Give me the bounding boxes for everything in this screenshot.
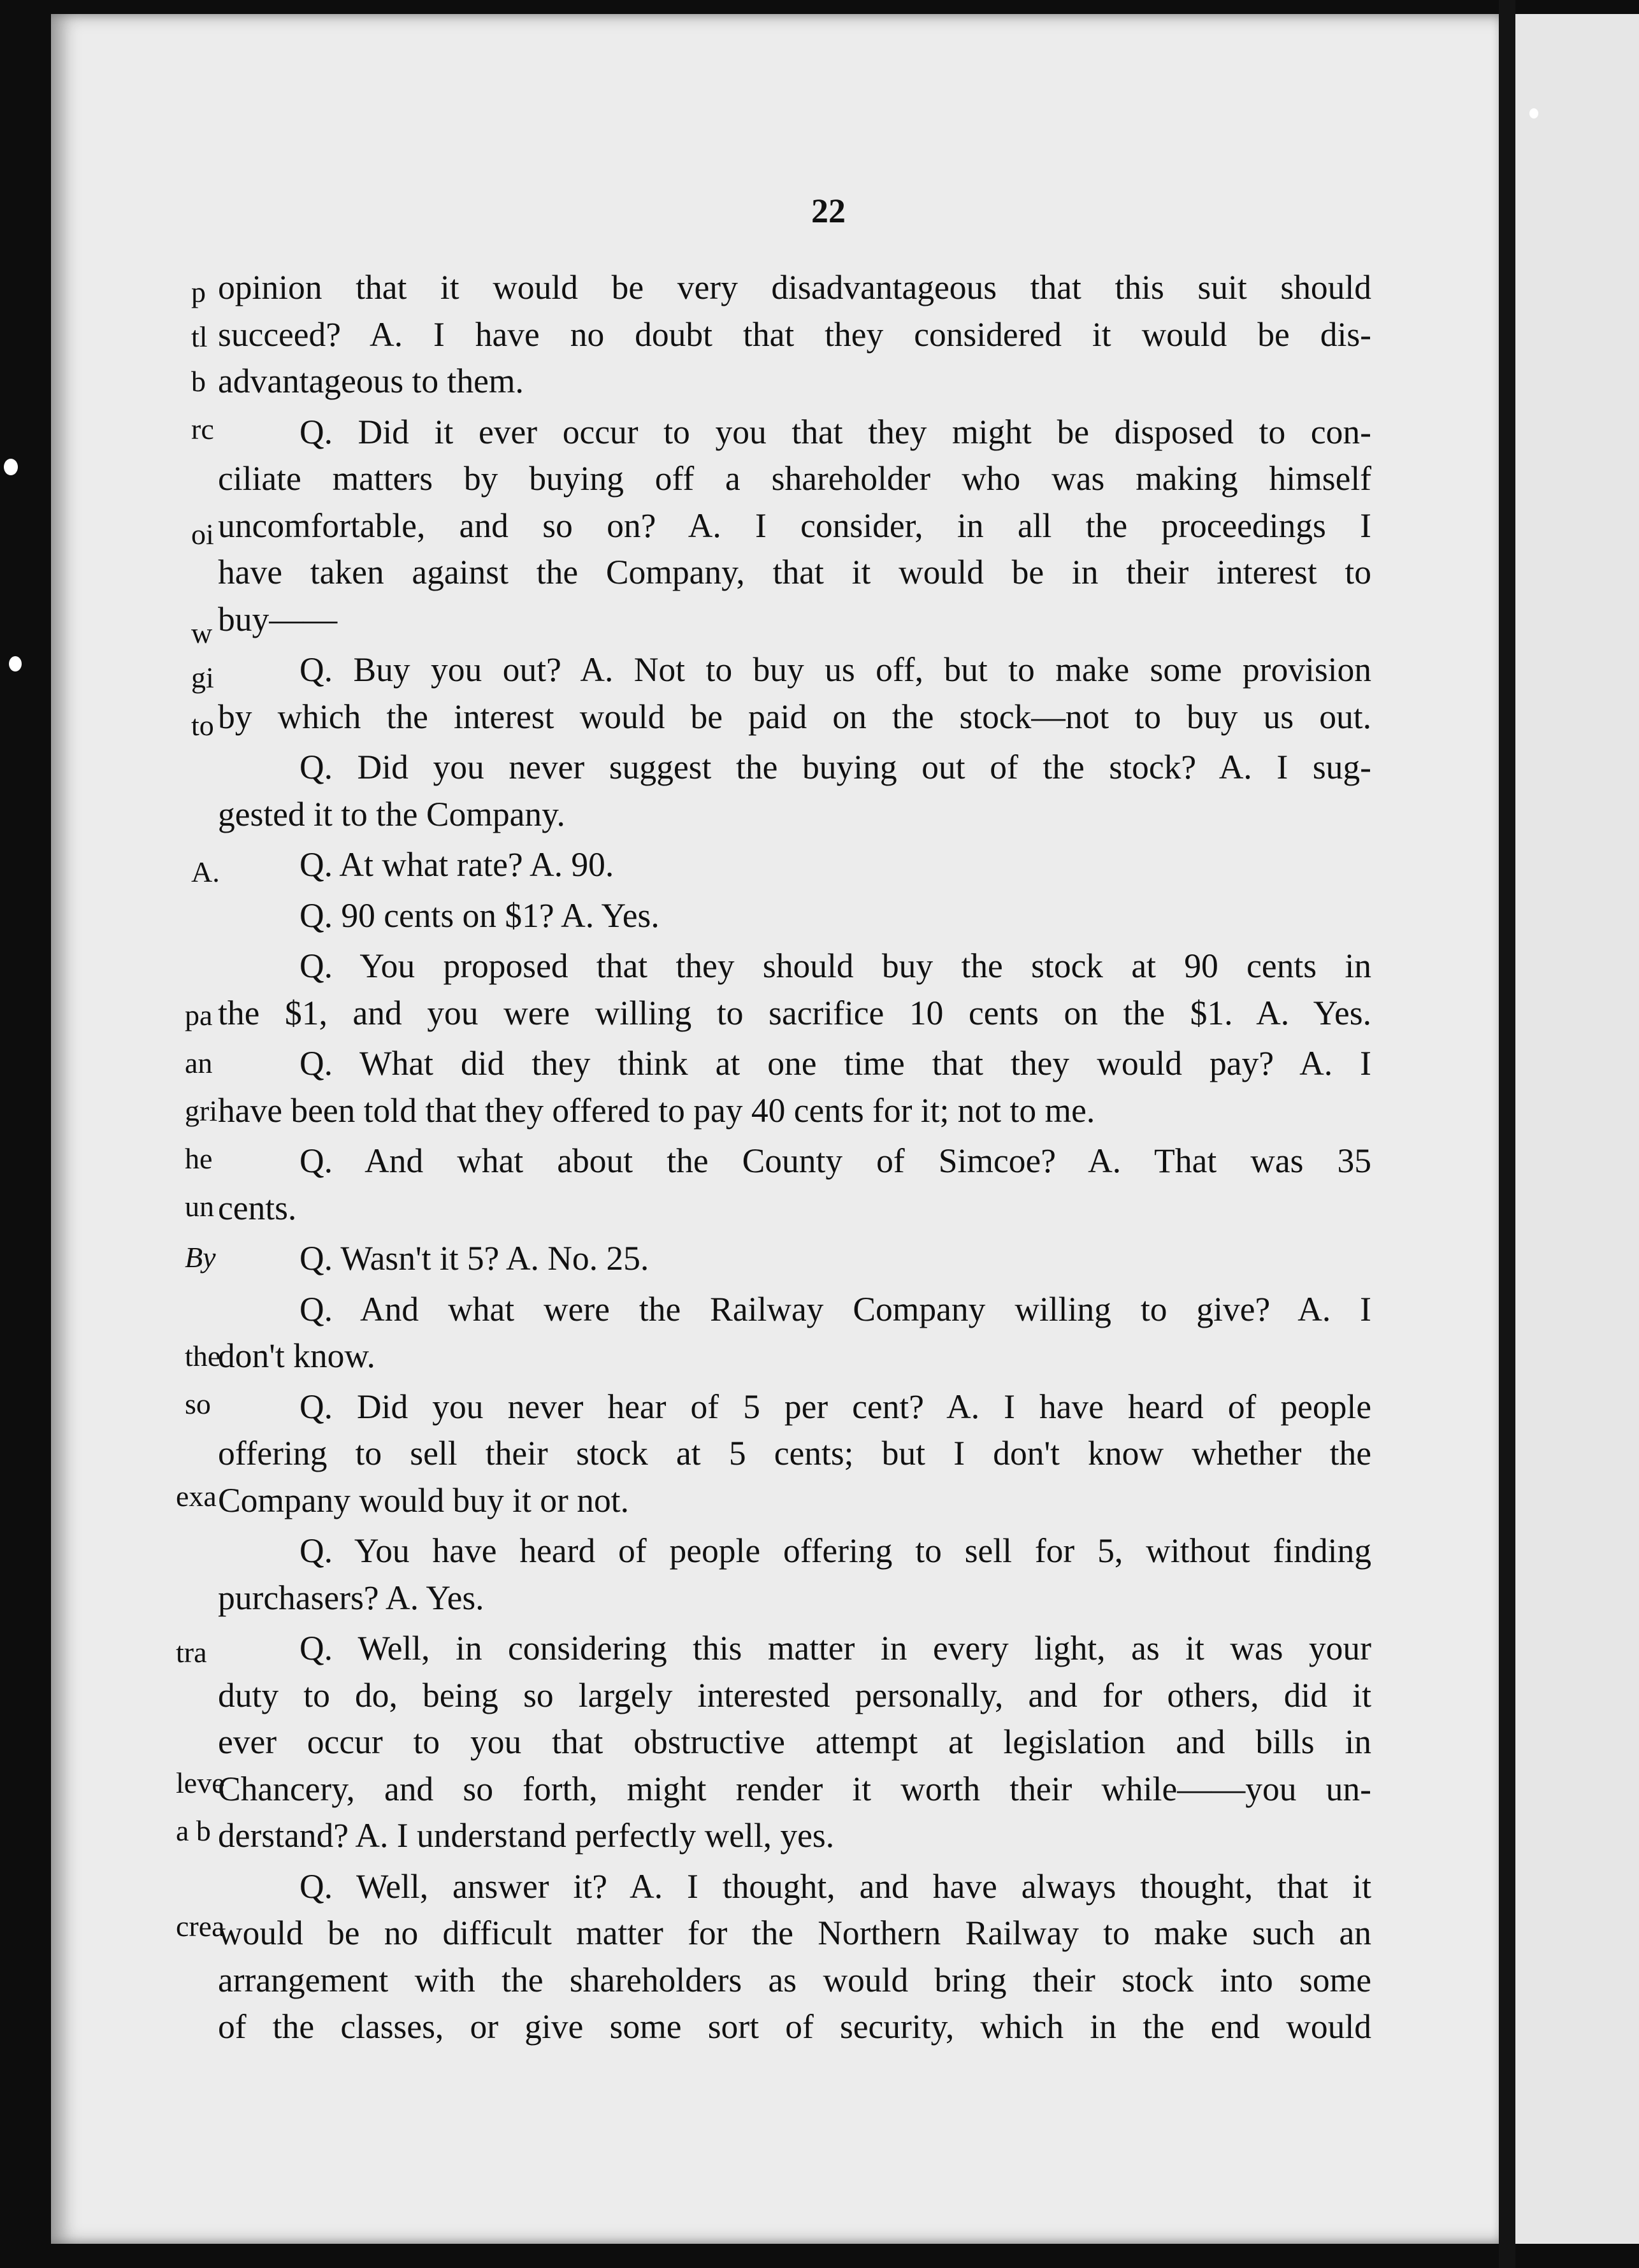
facing-page-fragment: so [185,1388,211,1420]
facing-page-fragment: p [191,276,206,308]
text-line: Q. Well, answer it? A. I thought, and have always thought, that it [300,1867,1371,1906]
facing-page-fragment: gi [191,661,214,694]
text-line: cents. [218,1188,297,1227]
facing-page-fragment: crea [176,1910,225,1942]
scan-speck [4,459,18,475]
text-line: Q. 90 cents on $1? A. Yes. [300,896,660,935]
text-line: offering to sell their stock at 5 cents; but I don't know whether the [218,1434,1371,1472]
text-line: don't know. [218,1337,375,1375]
text-line: Q. And what were the Railway Company willing to give? A. I [300,1289,1371,1328]
text-line: Q. You have heard of people offering to sell for 5, without finding [300,1532,1371,1570]
text-line: Chancery, and so forth, might render it worth their while——you un- [218,1769,1371,1808]
facing-page-fragment: oi [191,518,214,550]
facing-page-fragment: an [185,1047,213,1079]
text-line: Q. You proposed that they should buy the stock at 90 cents in [300,947,1371,985]
facing-page-fragment: the [185,1340,221,1372]
text-line: succeed? A. I have no doubt that they considered it would be dis- [218,315,1371,354]
text-line: ever occur to you that obstructive attempt at legislation and bills in [218,1723,1371,1761]
text-line: duty to do, being so largely interested personally, and for others, did it [218,1676,1371,1714]
text-line: gested it to the Company. [218,794,565,833]
facing-page-fragment: A. [191,856,220,888]
text-line: have taken against the Company, that it would be in their interest to [218,553,1371,591]
facing-page-fragment: b [191,365,206,398]
facing-page-fragment: pa [185,999,213,1031]
text-line: Q. Did you never suggest the buying out of the stock? A. I sug- [300,748,1371,786]
facing-page-fragment: tra [176,1636,207,1669]
text-line: arrangement with the shareholders as would bring their stock into some [218,1960,1371,1999]
text-line: Company would buy it or not. [218,1481,629,1519]
page-gutter [1499,0,1515,2268]
text-line: ciliate matters by buying off a shareholder who was making himself [218,459,1371,498]
page-number: 22 [811,192,846,230]
facing-page-fragment: a b [176,1814,211,1847]
text-line: purchasers? A. Yes. [218,1578,484,1617]
text-line: Q. Wasn't it 5? A. No. 25. [300,1239,649,1277]
text-line: derstand? A. I understand perfectly well, yes. [218,1816,835,1855]
text-line: of the classes, or give some sort of security, which in the end would [218,2007,1371,2046]
text-line: would be no difficult matter for the Northern Railway to make such an [218,1914,1371,1952]
text-line: Q. Did it ever occur to you that they might be disposed to con- [300,412,1371,451]
facing-page-fragment: tl [191,320,208,353]
text-line: uncomfortable, and so on? A. I consider, in all the proceedings I [218,506,1371,545]
facing-page-fragment: leve [176,1767,225,1799]
text-line: Q. Buy you out? A. Not to buy us off, but to make some provision [300,650,1371,689]
facing-page-fragment: gri [185,1095,218,1127]
facing-page-fragment: w [191,617,213,649]
scan-speck [1529,108,1538,118]
text-line: opinion that it would be very disadvantageous that this suit should [218,268,1371,306]
text-line: the $1, and you were willing to sacrifice 10 cents on the $1. A. Yes. [218,993,1371,1032]
text-line: buy—— [218,599,338,638]
body-text [218,264,1371,2051]
text-line: Q. At what rate? A. 90. [300,845,614,884]
facing-page-fragment: exa [176,1480,217,1512]
text-line: Q. What did they think at one time that they would pay? A. I [300,1044,1371,1082]
text-line: have been told that they offered to pay 40 cents for it; not to me. [218,1091,1095,1130]
facing-page-fragment: By [185,1241,216,1274]
text-line: Q. And what about the County of Simcoe? A. That was 35 [300,1142,1371,1180]
scan-speck [9,656,22,671]
text-line: Q. Well, in considering this matter in every light, as it was your [300,1629,1371,1667]
text-line: by which the interest would be paid on the stock—not to buy us out. [218,697,1371,736]
facing-page-fragment: to [191,709,214,742]
text-line: Q. Did you never hear of 5 per cent? A. I have heard of people [300,1387,1371,1426]
facing-page-fragment: un [185,1190,214,1223]
facing-page-fragment: rc [191,413,214,445]
text-line: advantageous to them. [218,362,524,400]
facing-page-fragment: he [185,1142,213,1175]
